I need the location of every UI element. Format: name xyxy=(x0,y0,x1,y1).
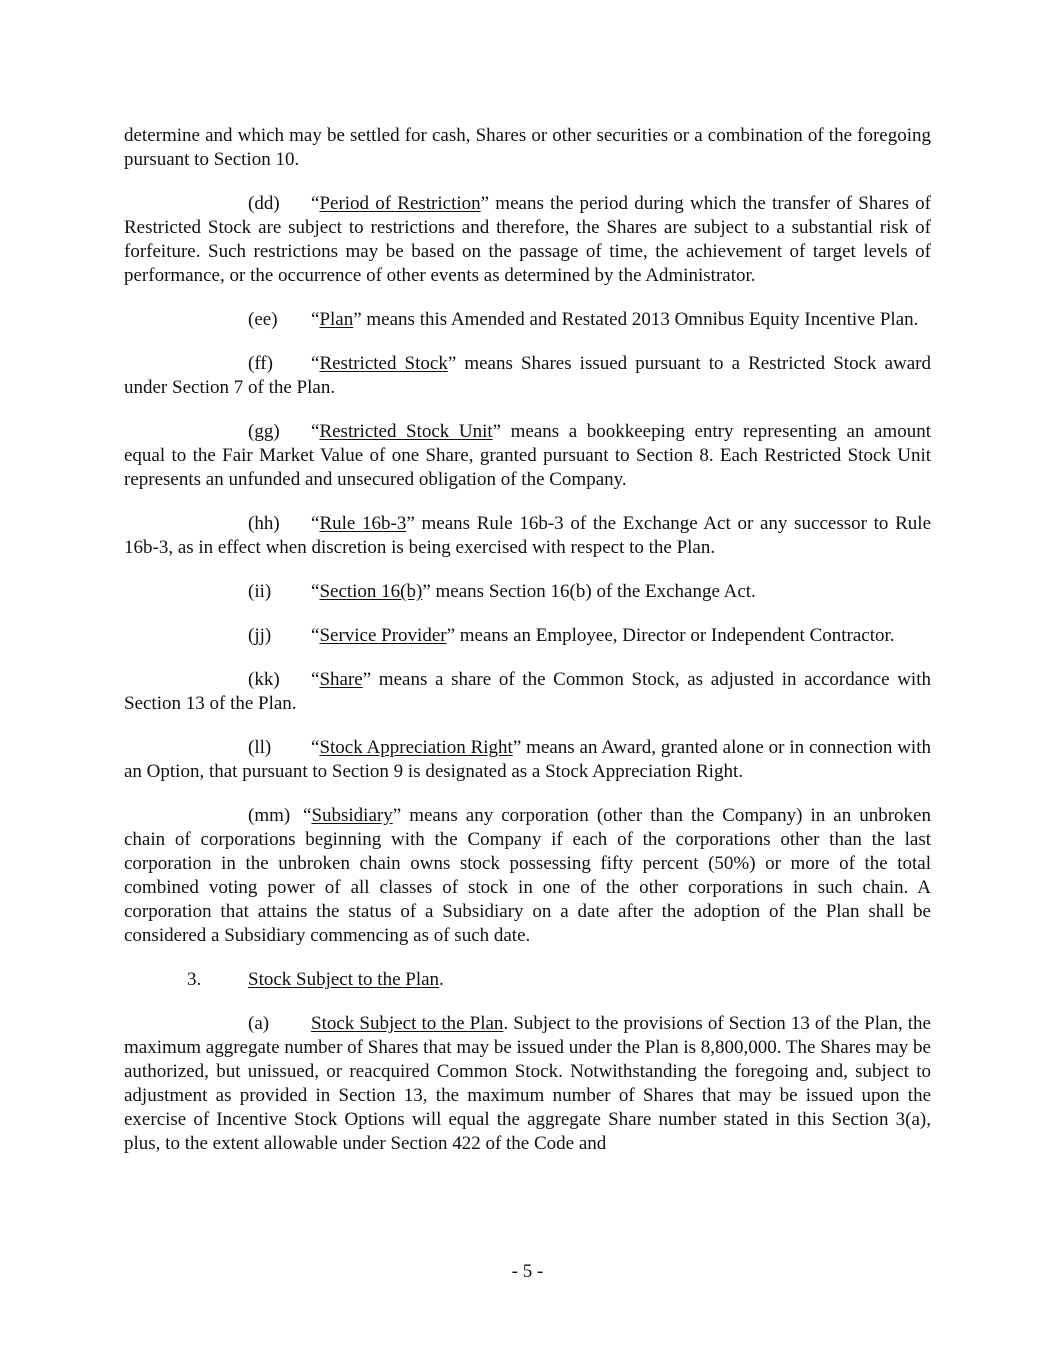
subsection-text: . Subject to the provisions of Section 13 of the Plan, the maximum aggregate number of Shares that may be issued under the Plan is 8,800,000. The Shares may be authorized, but unissued, or reacquired Common Stock. Notwithstanding the foregoing and, subject to adjustment as provided in Section 13, the maximum number of Shares that may be issued upon the exercise of Incentive Stock Options will equal the aggregate Share number stated in this Section 3(a), plus, to the extent allowable under Section 422 of the Code and xyxy=(124,1013,931,1154)
definition-paragraph xyxy=(124,736,931,784)
defined-term: Share xyxy=(319,669,363,690)
definition-label: (dd) xyxy=(248,193,280,214)
defined-term: Period of Restriction xyxy=(319,193,481,214)
defined-term: Restricted Stock Unit xyxy=(319,421,493,442)
definition-text: means a share of the Common Stock, as adjusted in accordance with Section 13 of the Plan. xyxy=(124,669,931,714)
close-quote: ” xyxy=(446,625,456,646)
definition-text: means an Award, granted alone or in connection with an Option, that pursuant to Section 9 is designated as a Stock Appreciation Right. xyxy=(124,737,931,782)
definition-paragraph xyxy=(124,580,931,604)
open-quote: “ xyxy=(311,421,320,442)
definition-label: (jj) xyxy=(248,625,272,646)
definition-text: means Section 16(b) of the Exchange Act. xyxy=(430,581,756,602)
open-quote: “ xyxy=(311,581,320,602)
definition-paragraph xyxy=(124,352,931,400)
defined-term: Section 16(b) xyxy=(319,581,423,602)
open-quote: “ xyxy=(311,513,320,534)
close-quote: ” xyxy=(392,805,402,826)
intro-paragraph: determine and which may be settled for cash, Shares or other securities or a combination of the foregoing pursuant to Section 10. xyxy=(124,125,931,170)
open-quote: “ xyxy=(311,737,320,758)
close-quote: ” xyxy=(422,581,431,602)
defined-term: Service Provider xyxy=(319,625,447,646)
close-quote: ” xyxy=(492,421,502,442)
section-title: Stock Subject to the Plan xyxy=(248,969,440,990)
defined-term: Stock Appreciation Right xyxy=(319,737,513,758)
definition-label: (ee) xyxy=(248,309,278,330)
section-title-suffix: . xyxy=(439,969,444,990)
definition-paragraph xyxy=(124,804,931,948)
definition-label: (ii) xyxy=(248,581,272,602)
section-number: 3. xyxy=(187,969,202,990)
definition-paragraph xyxy=(124,624,931,648)
open-quote: “ xyxy=(311,193,320,214)
open-quote: “ xyxy=(311,353,320,374)
definitions-list xyxy=(124,192,931,948)
definition-text: means the period during which the transfer of Shares of Restricted Stock are subject to restrictions and therefore, the Shares are subject to a substantial risk of forfeiture. Such restrictions may be based on the passage of time, the achievement of target levels of performance, or the occurrence of other events as determined by the Administrator. xyxy=(124,193,931,286)
subsection-label: (a) xyxy=(248,1013,270,1034)
definition-label: (gg) xyxy=(248,421,280,442)
close-quote: ” xyxy=(447,353,457,374)
close-quote: ” xyxy=(512,737,522,758)
document-page xyxy=(124,124,931,1176)
definition-label: (hh) xyxy=(248,513,280,534)
definition-text: means any corporation (other than the Company) in an unbroken chain of corporations beginning with the Company if each of the corporations other than the last corporation in the unbroken chain owns stock possessing fifty percent (50%) or more of the total combined voting power of all classes of stock in one of the other corporations in such chain. A corporation that attains the status of a Subsidiary on a date after the adoption of the Plan shall be considered a Subsidiary commencing as of such date. xyxy=(124,805,931,946)
definition-paragraph xyxy=(124,512,931,560)
definition-label: (ll) xyxy=(248,737,272,758)
open-quote: “ xyxy=(311,625,320,646)
page-number: - 5 - xyxy=(511,1261,544,1282)
definition-label: (ff) xyxy=(248,353,273,374)
definition-text: means Shares issued pursuant to a Restricted Stock award under Section 7 of the Plan. xyxy=(124,353,932,398)
definition-paragraph xyxy=(124,192,931,288)
definition-label: (mm) xyxy=(248,805,291,826)
close-quote: ” xyxy=(480,193,490,214)
definition-paragraph xyxy=(124,420,931,492)
close-quote: ” xyxy=(362,669,372,690)
definition-paragraph xyxy=(124,668,931,716)
subsection-paragraph xyxy=(124,1012,931,1156)
open-quote: “ xyxy=(311,669,320,690)
definition-text: means a bookkeeping entry representing an amount equal to the Fair Market Value of one Share, granted pursuant to Section 8. Each Restricted Stock Unit represents an unfunded and unsecured obligation of the Company. xyxy=(124,421,931,490)
definition-text: means this Amended and Restated 2013 Omnibus Equity Incentive Plan. xyxy=(361,309,919,330)
defined-term: Subsidiary xyxy=(311,805,393,826)
close-quote: ” xyxy=(406,513,415,534)
defined-term: Rule 16b-3 xyxy=(319,513,407,534)
open-quote: “ xyxy=(311,309,320,330)
section-heading xyxy=(187,968,931,992)
definition-paragraph xyxy=(124,308,931,332)
subsection-title: Stock Subject to the Plan xyxy=(311,1013,504,1034)
definition-text: means an Employee, Director or Independent Contractor. xyxy=(455,625,895,646)
defined-term: Plan xyxy=(319,309,354,330)
open-quote: “ xyxy=(303,805,312,826)
close-quote: ” xyxy=(353,309,362,330)
defined-term: Restricted Stock xyxy=(319,353,448,374)
definition-label: (kk) xyxy=(248,669,280,690)
definition-text: means Rule 16b-3 of the Exchange Act or any successor to Rule 16b-3, as in effect when discretion is being exercised with respect to the Plan. xyxy=(124,513,932,558)
